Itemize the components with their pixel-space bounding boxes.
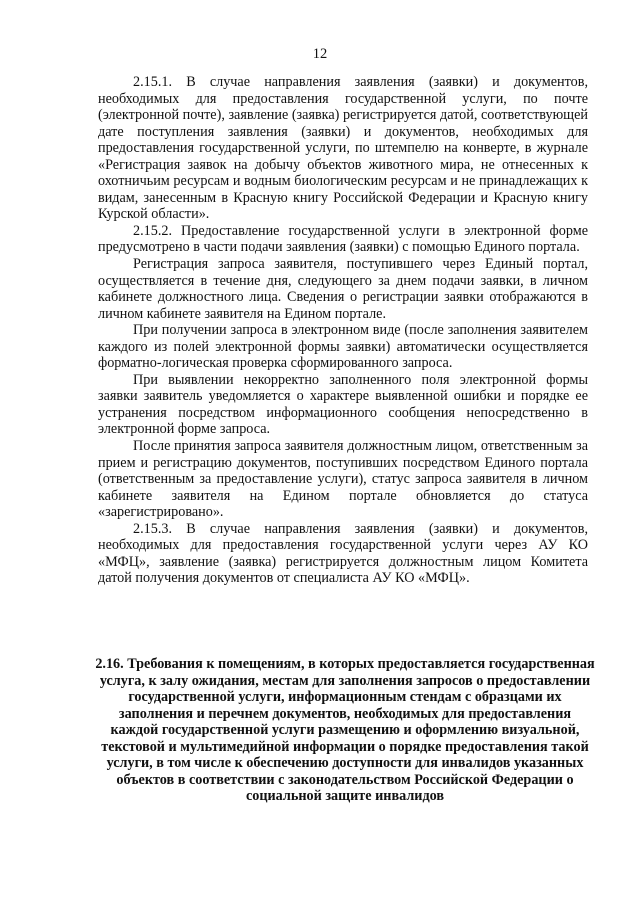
- paragraph-status-update: После принятия запроса заявителя должностным лицом, ответственным за прием и регистрацию документов, поступивших посредством Единого портала (ответственным за предоставление услуги), статус запроса заявителя в личном кабинете заявителя на Едином портале обновляется до статуса «зарегистрировано».: [98, 438, 588, 521]
- paragraph-electronic-request: При получении запроса в электронном виде (после заполнения заявителем каждого из полей электронной формы заявки) автоматически осуществляется форматно-логическая проверка сформированного запроса.: [98, 322, 588, 372]
- paragraph-registration: Регистрация запроса заявителя, поступившего через Единый портал, осуществляется в течение дня, следующего за днем подачи заявки, в личном кабинете должностного лица. Сведения о регистрации заявки отображаются в личном кабинете заявителя на Едином портале.: [98, 256, 588, 322]
- paragraph-error-notice: При выявлении некорректно заполненного поля электронной формы заявки заявитель уведомляется о характере выявленной ошибки и порядке ее устранения посредством информационного сообщения непосредственно в электронной форме запроса.: [98, 371, 588, 438]
- paragraph-2-15-2: 2.15.2. Предоставление государственной услуги в электронной форме предусмотрено в части подачи заявления (заявки) с помощью Единого портала.: [98, 222, 588, 256]
- section-heading-2-16: 2.16. Требования к помещениям, в которых предоставляется государственная услуга, к залу ожидания, местам для заполнения запросов о предоставлении государственной услуги, информационным стендам с образцами их заполнения и перечнем документов, необходимых для предоставления каждой государственной услуги размещению и оформлению визуальной, текстовой и мультимедийной информации о порядке предоставления такой услуги, в том числе к обеспечению доступности для инвалидов указанных объектов в соответствии с законодательством Российской Федерации о социальной защите инвалидов: [95, 656, 595, 804]
- body-text: [98, 74, 588, 587]
- paragraph-2-15-3: 2.15.3. В случае направления заявления (заявки) и документов, необходимых для предоставления государственной услуги через АУ КО «МФЦ», заявление (заявка) регистрируется должностным лицом Комитета датой получения документов от специалиста АУ КО «МФЦ».: [98, 520, 588, 587]
- page-number: 12: [312, 46, 328, 62]
- paragraph-2-15-1: 2.15.1. В случае направления заявления (заявки) и документов, необходимых для предоставления государственной услуги, по почте (электронной почте), заявление (заявка) регистрируется датой, соответствующей дате поступления заявления (заявки) и документов, необходимых для предоставления государственной услуги, по штемпелю на конверте, в журнале «Регистрация заявок на добычу объектов животного мира, не отнесенных к охотничьим ресурсам и водным биологическим ресурсам и не принадлежащих к видам, занесенным в Красную книгу Российской Федерации и Красную книгу Курской области».: [98, 74, 588, 223]
